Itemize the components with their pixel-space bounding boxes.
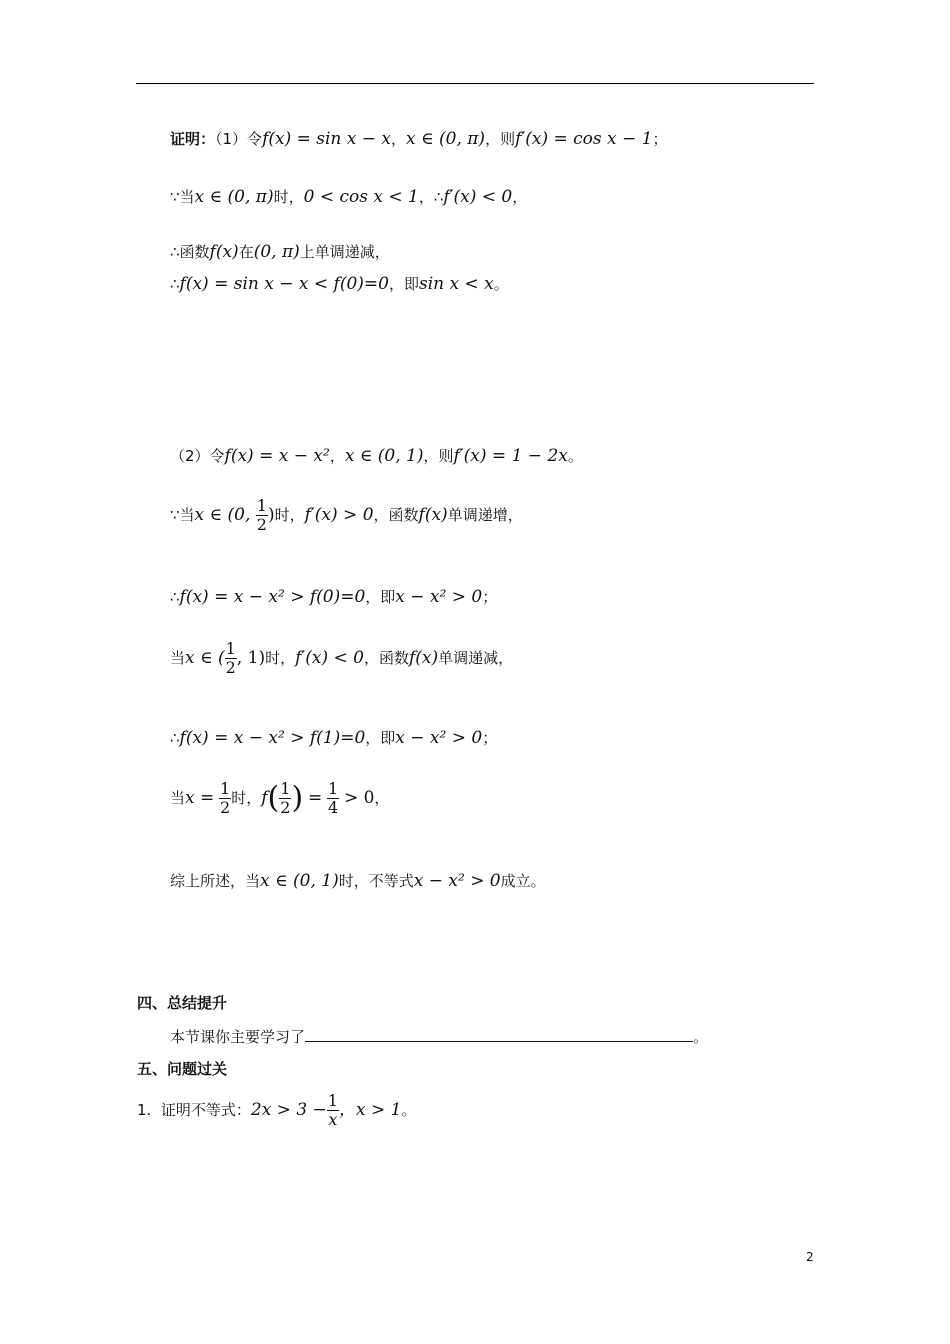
text-ie: ，即 [365, 588, 396, 606]
question-text: 证明不等式： [160, 1101, 251, 1119]
text-when: 时， [273, 188, 304, 206]
part2-prefix: （2）令 [170, 447, 225, 465]
text-period: 。 [693, 1028, 709, 1046]
text-therefore: ∴ [170, 588, 180, 606]
text-in: 在 [238, 243, 254, 261]
text-when: 时， [265, 649, 296, 667]
math-conclusion: f(x) = sin x − x < f(0)=0 [179, 274, 389, 294]
text-summary-pre: 综上所述，当 [170, 872, 261, 890]
proof2-line-2 [170, 497, 523, 534]
fraction-quarter [327, 780, 339, 817]
fraction-half [219, 780, 231, 817]
frac-num: 1 [256, 496, 267, 515]
proof2-line-4 [170, 640, 513, 677]
text-since: ∵当 [170, 188, 195, 206]
frac-num: 1 [327, 1091, 338, 1110]
text-semicolon: ； [482, 729, 498, 747]
text-then: ，则 [485, 130, 516, 148]
math-condition: ，x > 1 [338, 1100, 402, 1120]
text-decreasing: 单调递减， [438, 649, 514, 667]
frac-num: 1 [220, 779, 231, 798]
frac-den: 2 [220, 798, 231, 817]
math-f-symbol: f [261, 788, 268, 808]
question-number: 1. [137, 1101, 152, 1119]
frac-num: 1 [280, 779, 291, 798]
math-interval: (0, π) [253, 242, 300, 262]
math-result: sin x < x [418, 274, 494, 294]
proof2-line-6 [170, 780, 389, 817]
math-inequality: x − x² > 0 [413, 871, 501, 891]
math-f: f(x) [418, 505, 448, 525]
fraction-half [256, 497, 268, 534]
frac-den: 2 [256, 515, 267, 534]
text-therefore: ∴ [170, 729, 180, 747]
math-conclusion: f(x) = x − x² > f(0)=0 [179, 587, 366, 607]
math-f-def: f(x) = x − x² [224, 446, 330, 466]
text-period: 。 [401, 1101, 417, 1119]
math-result: x − x² > 0 [395, 728, 483, 748]
proof2-line-1: （2）令f(x) = x − x²，x ∈ (0, 1)，则f′(x) = 1 − 2x。 [170, 446, 583, 466]
math-domain: x ∈ (0, 1) [260, 871, 339, 891]
text-when-pre: 当 [170, 649, 186, 667]
proof-line-2: ∵当x ∈ (0, π)时，0 < cos x < 1，∴f′(x) < 0， [170, 187, 528, 207]
text-function: ，函数 [373, 506, 419, 524]
math-gt-zero: > 0 [343, 788, 375, 808]
text-end: 成立。 [500, 872, 546, 890]
proof-label: 证明： [170, 130, 216, 148]
math-result: x − x² > 0 [395, 587, 483, 607]
text-then: ，则 [423, 447, 454, 465]
math-derivative: f′(x) = cos x − 1 [515, 129, 653, 149]
text-period: 。 [493, 275, 509, 293]
math-derivative-sign: f′(x) > 0 [304, 505, 374, 525]
section-4-line [170, 1026, 708, 1047]
page-number: 2 [806, 1250, 814, 1264]
proof2-line-5 [170, 727, 497, 748]
text-period: 。 [567, 447, 583, 465]
math-domain: x ∈ (0, π) [194, 187, 274, 207]
question-1 [137, 1092, 416, 1129]
proof-line-3 [170, 241, 390, 262]
text-ie: ，即 [365, 729, 396, 747]
paren-close: ) [291, 780, 304, 816]
math-equals: = [307, 788, 323, 808]
text-increasing: 单调递增， [447, 506, 523, 524]
paren-close: ) [267, 505, 275, 525]
math-domain: x ∈ (0, 1) [344, 446, 424, 466]
math-conclusion: f(x) = x − x² > f(1)=0 [179, 728, 366, 748]
text-when: 时， [274, 506, 305, 524]
text-since: ∵当 [170, 506, 195, 524]
text-function: ，函数 [363, 649, 409, 667]
math-cos-range: 0 < cos x < 1 [303, 187, 419, 207]
math-domain: x ∈ (0, π) [406, 129, 486, 149]
math-derivative-sign: f′(x) < 0 [295, 648, 364, 668]
text-ie: ，即 [388, 275, 419, 293]
header-rule [136, 83, 814, 84]
math-f-def: f(x) = sin x − x [262, 129, 391, 149]
text-semicolon: ； [482, 588, 498, 606]
fraction-half [279, 780, 291, 817]
answer-blank[interactable] [305, 1027, 693, 1042]
frac-den: x [328, 1110, 338, 1129]
frac-den: 2 [225, 658, 236, 677]
frac-num: 1 [327, 779, 339, 798]
text-comma: ， [374, 789, 390, 807]
section-4-text: 本节课你主要学习了 [170, 1028, 306, 1046]
math-f: f(x) [409, 648, 439, 668]
math-domain: x ∈ (0, [194, 505, 256, 525]
math-f: f(x) [209, 242, 239, 262]
section-4-title: 四、总结提升 [137, 994, 228, 1012]
math-derivative-sign: f′(x) < 0 [443, 187, 513, 207]
math-inequality: 2x > 3 − [250, 1100, 327, 1120]
summary-line [170, 870, 546, 891]
text-when: 时，不等式 [338, 872, 414, 890]
text-therefore: ∴ [170, 275, 180, 293]
text-when: 时， [231, 789, 262, 807]
proof-line-1: 证明：（1）令f(x) = sin x − x，x ∈ (0, π)，则f′(x) = cos x − 1； [170, 129, 668, 149]
section-5-title: 五、问题过关 [137, 1060, 228, 1078]
text-when-pre: 当 [170, 789, 186, 807]
frac-den: 2 [280, 798, 291, 817]
fraction-half [225, 640, 237, 677]
math-domain-a: x ∈ ( [185, 648, 225, 668]
fraction-one-over-x [327, 1092, 339, 1129]
proof-line-4 [170, 273, 509, 294]
text-decreasing: 上单调递减， [299, 243, 390, 261]
paren-open: ( [267, 780, 280, 816]
frac-den: 4 [327, 798, 339, 817]
math-domain-b: , 1) [236, 648, 266, 668]
proof2-line-3 [170, 586, 497, 607]
text-function: ∴函数 [170, 243, 210, 261]
text-therefore: ，∴ [418, 188, 444, 206]
math-derivative: f′(x) = 1 − 2x [453, 446, 568, 466]
part1-prefix: （1）令 [215, 130, 263, 148]
frac-num: 1 [225, 639, 236, 658]
math-x-eq: x = [185, 788, 215, 808]
